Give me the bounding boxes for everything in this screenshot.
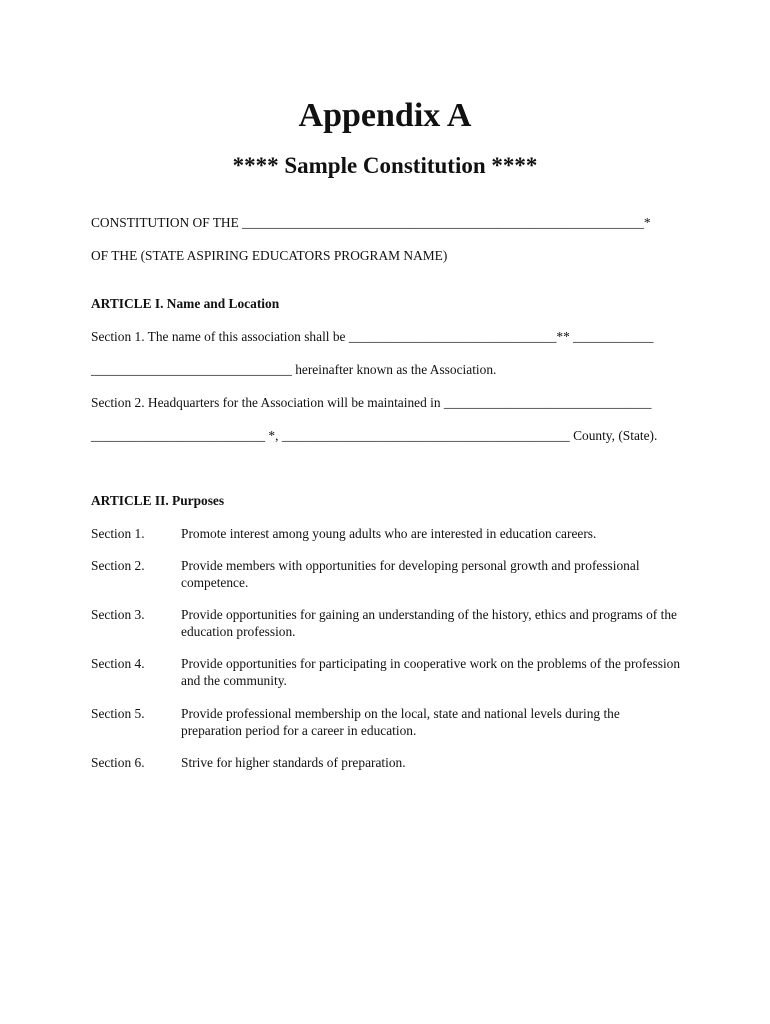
purpose-section-text: Strive for higher standards of preparation. (181, 755, 406, 770)
purpose-section-label: Section 3. (91, 607, 145, 622)
article-1-section-2-line-2: __________________________ *, ___________________________________________ County, (State). (91, 428, 658, 443)
purpose-section-text: Promote interest among young adults who are interested in education careers. (181, 526, 597, 541)
page-title: Appendix A (298, 97, 472, 134)
program-name-line: OF THE (STATE ASPIRING EDUCATORS PROGRAM NAME) (91, 248, 448, 263)
article-1-section-1-line-2: ______________________________ hereinafter known as the Association. (91, 362, 497, 377)
purpose-section-text: Provide opportunities for gaining an understanding of the history, ethics and programs of the education profession. (181, 607, 677, 639)
purpose-section-text: Provide members with opportunities for developing personal growth and professional competence. (181, 558, 640, 590)
page-subtitle: **** Sample Constitution **** (232, 153, 538, 178)
article-1-heading: ARTICLE I. Name and Location (91, 296, 280, 311)
purpose-section-label: Section 4. (91, 656, 145, 671)
constitution-line: CONSTITUTION OF THE ____________________________________________________________* (91, 215, 651, 230)
purpose-section-label: Section 5. (91, 706, 145, 721)
purpose-section-text: Provide professional membership on the local, state and national levels during the preparation period for a career in education. (181, 706, 620, 738)
purpose-section-label: Section 1. (91, 526, 145, 541)
purpose-section-text: Provide opportunities for participating in cooperative work on the problems of the profession and the community. (181, 656, 681, 688)
purpose-section-label: Section 2. (91, 558, 145, 573)
article-1-section-1-line-1: Section 1. The name of this association shall be _______________________________** ____________ (91, 329, 654, 344)
article-1-section-2-line-1: Section 2. Headquarters for the Association will be maintained in _______________________________ (91, 395, 652, 410)
article-2-heading: ARTICLE II. Purposes (91, 493, 225, 508)
purpose-section-label: Section 6. (91, 755, 145, 770)
